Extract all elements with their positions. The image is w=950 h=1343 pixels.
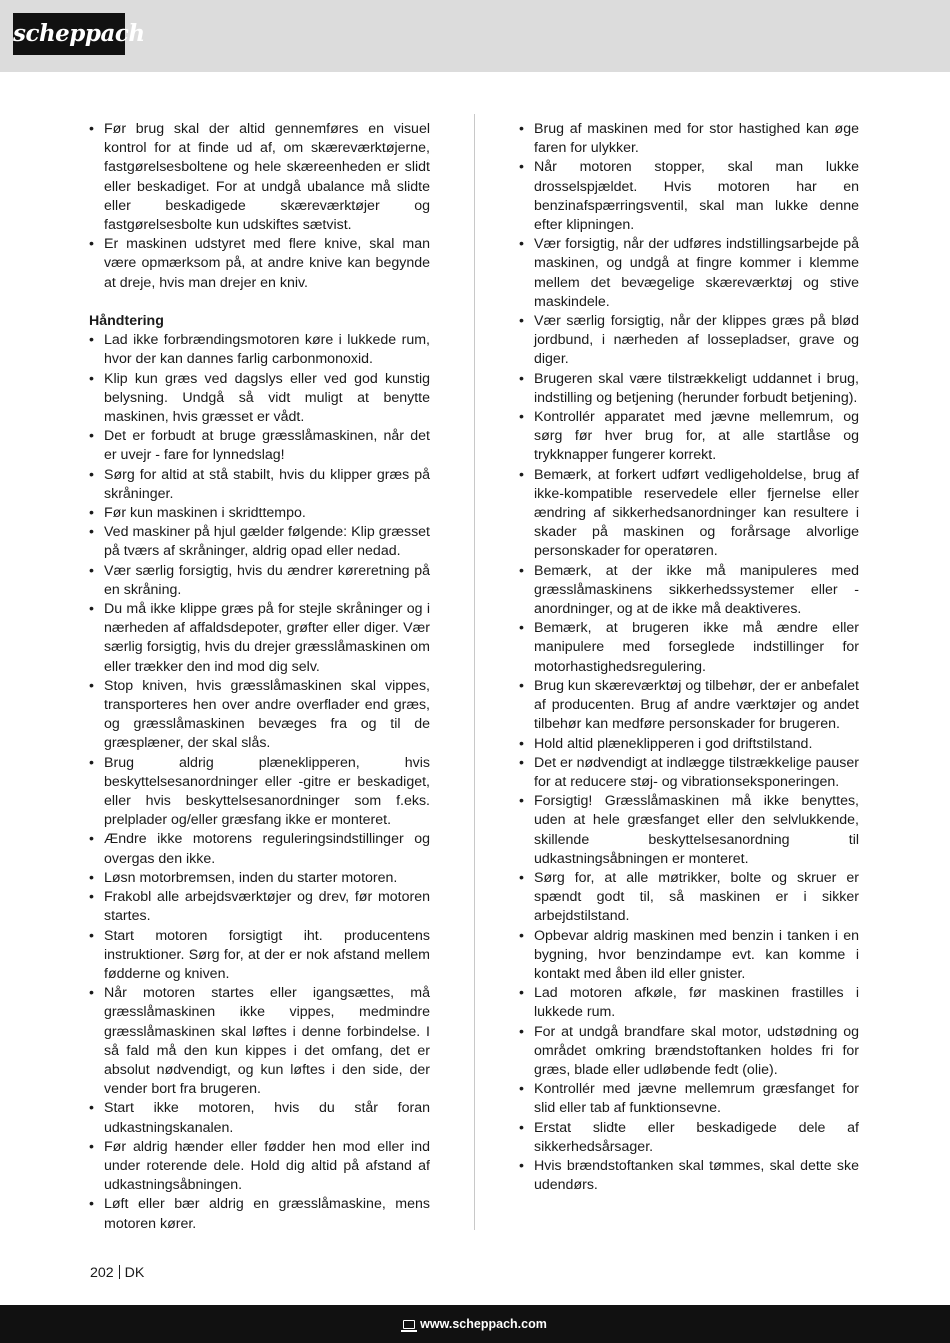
list-item: • Vær særlig forsigtig, når der klippes græs på blød jordbund, i nærheden af lossepladser, grave og diger. [519,313,859,368]
handling-list [89,331,430,1234]
list-item: • Kontrollér med jævne mellemrum græsfanget for slid eller tab af funktionsevne. [519,1081,859,1117]
list-item: • Før brug skal der altid gennemføres en visuel kontrol for at finde ud af, om skæreværktøjerne, fastgørelsesboltene og hele skæreenheden er slidt eller beskadiget. For at undgå ubalance må slidte eller beskadigede skæreværktøjer og fastgørelsesbolte kun udskiftes sætvist. [89,121,430,234]
list-item: • Løsn motorbremsen, inden du starter motoren. [89,869,398,886]
list-item: • Ændre ikke motorens reguleringsindstillinger og overgas den ikke. [89,831,430,867]
list-item: • Stop kniven, hvis græsslåmaskinen skal vippes, transporteres hen over andre overflader end græs, og græsslåmaskinen bevæges fra og til de græsplæner, der skal slås. [89,677,430,752]
list-item: • Lad motoren afkøle, før maskinen frastilles i lukkede rum. [519,985,859,1021]
list-item: • Frakobl alle arbejdsværktøjer og drev, før motoren startes. [89,889,430,925]
list-item: • Erstat slidte eller beskadigede dele af sikkerhedsårsager. [519,1119,859,1155]
column-divider [474,114,475,1230]
monitor-icon [403,1320,415,1329]
section-title: Håndtering [89,313,164,330]
list-item: • Start ikke motoren, hvis du står foran udkastningskanalen. [89,1100,430,1136]
left-column [89,120,430,1234]
list-item: • Forsigtig! Græsslåmaskinen må ikke benyttes, uden at hele græsfanget eller den selvlukkende, skillende beskyttelsesanordning til udkastningsåbningen er monteret. [519,793,859,867]
list-item: • Ved maskiner på hjul gælder følgende: Klip græsset på tværs af skråninger, aldrig opad eller nedad. [89,524,430,560]
list-item: • Før aldrig hænder eller fødder hen mod eller ind under roterende dele. Hold dig altid på afstand af udkastningsåbningen. [89,1138,430,1194]
list-item: • Bemærk, at forkert udført vedligeholdelse, brug af ikke-kompatible reservedele eller fjernelse eller ændring af sikkerhedsanordninger kan resultere i skader på maskinen og forårsage alvorlige personskader for operatøren. [519,466,859,560]
list-item: • Klip kun græs ved dagslys eller ved god kunstig belysning. Undgå så vidt muligt at benytte maskinen, hvis græsset er vådt. [89,370,430,426]
list-item: • Bemærk, at brugeren ikke må ændre eller manipulere med forseglede indstillinger for motorhastighedsregulering. [519,620,859,675]
list-item: • Hold altid plæneklipperen i god driftstilstand. [519,735,813,752]
language-code: DK [124,1265,145,1281]
list-item: • Det er nødvendigt at indlægge tilstrækkelige pauser for at reducere støj- og vibrationseksponeringen. [519,754,859,790]
list-item: • Bemærk, at der ikke må manipuleres med græsslåmaskinens sikkerhedssystemer eller -anordninger, og at de ikke må deaktiveres. [519,562,859,618]
list-item: • Vær forsigtig, når der udføres indstillingsarbejde på maskinen, og undgå at fingre kommer i klemme mellem det bevægelige skæreværktøj og stive maskindele. [519,236,859,310]
list-item: • Du må ikke klippe græs på for stejle skråninger og i nærheden af affaldsdepoter, grøfter eller diger. Vær særlig forsigtig, hvis du drejer græsslåmaskinen om eller trækker den ind mod dig selv. [89,601,430,675]
page-footer [0,1305,950,1343]
page-number: 202 [90,1265,114,1281]
list-item: • Sørg for altid at stå stabilt, hvis du klipper græs på skråninger. [89,466,430,502]
website-link[interactable]: www.scheppach.com [420,1317,547,1331]
list-item: • Når motoren stopper, skal man lukke drosselspjældet. Hvis motoren har en benzinafspærringsventil, skal man lukke denne efter klipningen. [519,159,859,234]
list-item: • Når motoren startes eller igangsættes, må græsslåmaskinen ikke vippes, medmindre græsslåmaskinen skal løftes i denne forbindelse. I så fald må den kun kippes i det omfang, det er absolut nødvendigt, og kun løftes i den side, der vender bort fra brugeren. [89,985,430,1098]
list-item: • Opbevar aldrig maskinen med benzin i tanken i en bygning, hvor benzindampe evt. kan komme i kontakt med åben ild eller gnister. [519,927,859,982]
list-item: • Det er forbudt at bruge græsslåmaskinen, når det er uvejr - fare for lynnedslag! [89,428,430,464]
list-item: • Brug kun skæreværktøj og tilbehør, der er anbefalet af producenten. Brug af andre værktøjer og andet tilbehør kan medføre personskader for brugeren. [519,677,859,733]
list-item: • Før kun maskinen i skridttempo. [89,505,306,522]
list-item: • Brug aldrig plæneklipperen, hvis beskyttelsesanordninger eller -gitre er beskadiget, eller hvis beskyttelsesanordninger som f.eks. prelplader og/eller græsfang ikke er monteret. [89,754,430,829]
list-item: • For at undgå brandfare skal motor, udstødning og området omkring brændstoftanken holdes fri for græs, blade eller udløbende fedt (olie). [519,1023,859,1078]
right-column [519,120,859,1195]
list-item: • Brug af maskinen med for stor hastighed kan øge faren for ulykker. [519,121,859,157]
list-item: • Vær særlig forsigtig, hvis du ændrer køreretning på en skråning. [89,562,430,598]
list-item: • Start motoren forsigtigt iht. producentens instruktioner. Sørg for, at der er nok afstand mellem fødderne og kniven. [89,927,430,982]
list-item: • Hvis brændstoftanken skal tømmes, skal dette ske udendørs. [519,1157,859,1194]
safety-list [519,120,859,1195]
list-item: • Kontrollér apparatet med jævne mellemrum, og sørg før hver brug for, at alle startlåse og trykknapper fungerer korrekt. [519,409,859,464]
intro-list [89,120,430,293]
list-item: • Løft eller bær aldrig en græsslåmaskine, mens motoren kører. [89,1196,430,1232]
list-item: • Lad ikke forbrændingsmotoren køre i lukkede rum, hvor der kan dannes farlig carbonmonoxid. [89,332,430,368]
page-number-label [90,1264,144,1283]
page-header [0,0,950,72]
page-separator [119,1265,120,1279]
list-item: • Brugeren skal være tilstrækkeligt uddannet i brug, indstilling og betjening (herunder forbudt betjening). [519,370,859,406]
list-item: • Er maskinen udstyret med flere knive, skal man være opmærksom på, at andre knive kan begynde at dreje, hvis man drejer en kniv. [89,236,430,291]
scheppach-logo: scheppach [13,13,125,55]
list-item: • Sørg for, at alle møtrikker, bolte og skruer er spændt godt til, så maskinen er i sikker arbejdstilstand. [519,869,859,925]
